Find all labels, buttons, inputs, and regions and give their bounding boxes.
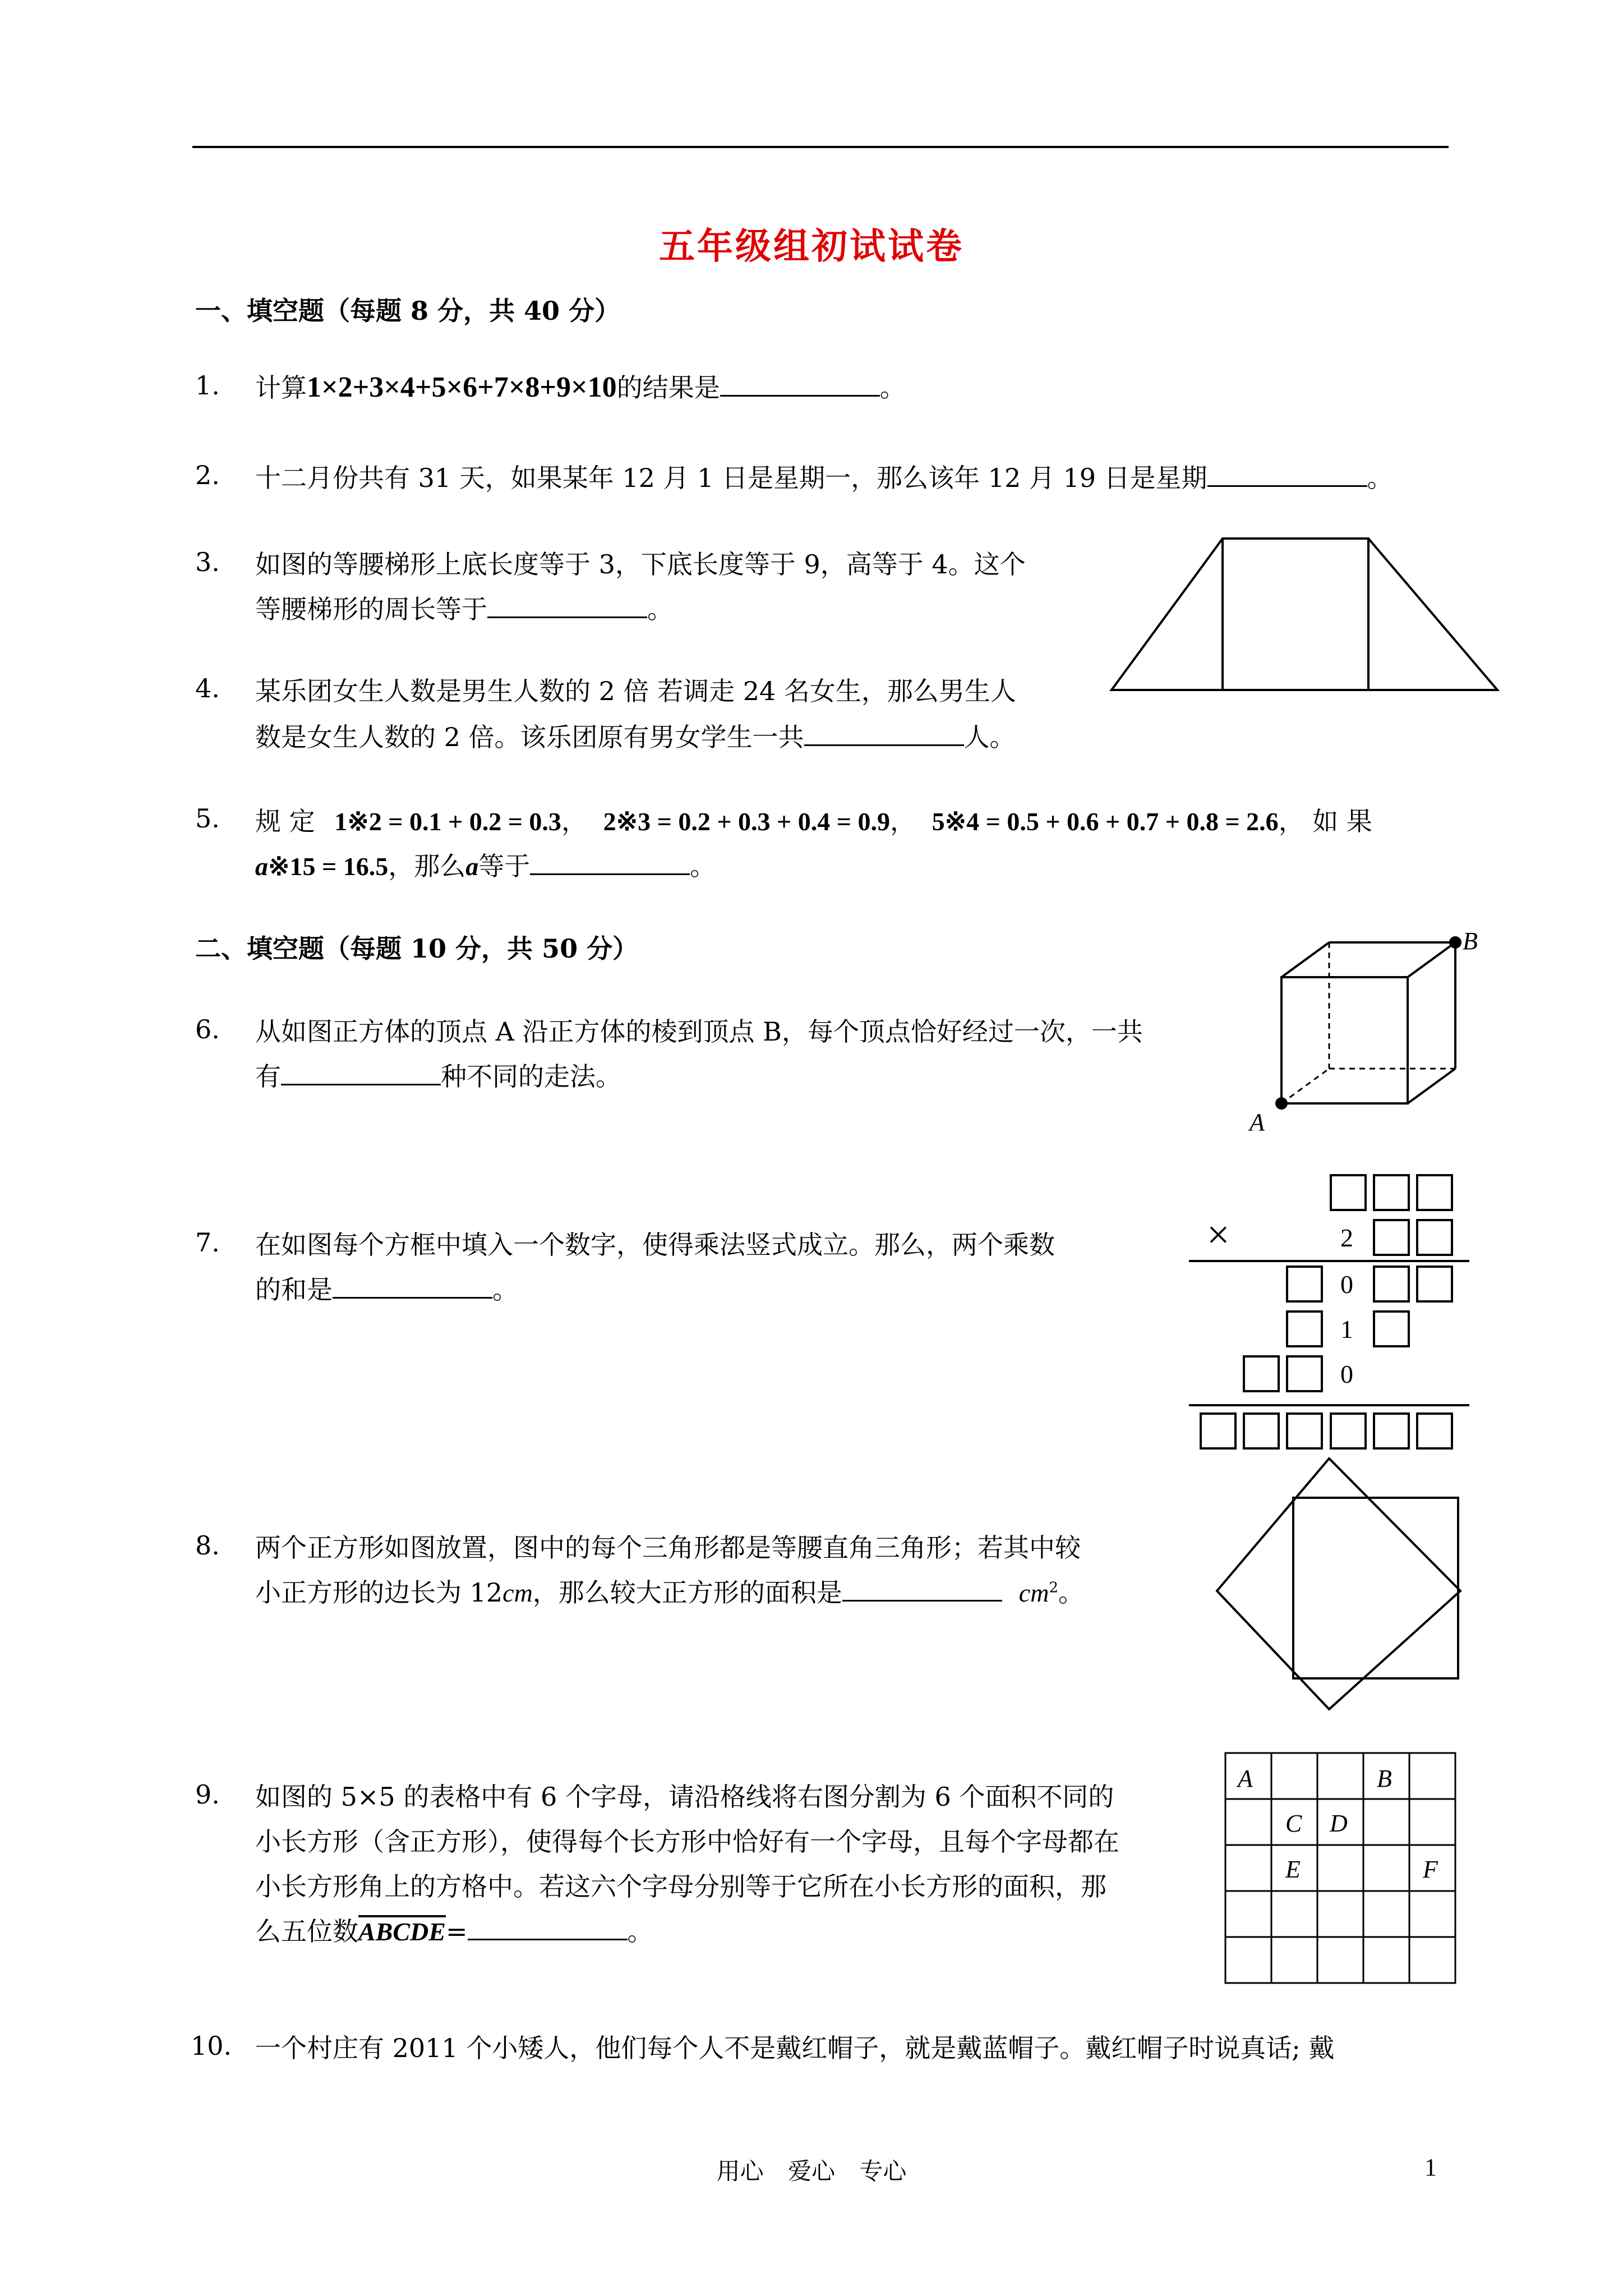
cube-hidden-edge [1281,1069,1329,1103]
question-3-line-2 [255,589,673,626]
digit-box[interactable] [1374,1175,1409,1210]
cube-figure [1239,926,1486,1150]
letter-grid-5x5 [1220,1747,1467,1994]
question-9-line-1: 如图的 5×5 的表格中有 6 个字母，请沿格线将右图分割为 6 个面积不同的 [255,1782,1114,1812]
unit-cm: cm [502,1579,533,1607]
digit-box[interactable] [1201,1414,1235,1448]
digit-box[interactable] [1287,1267,1322,1301]
digit-box[interactable] [1374,1220,1409,1255]
cube-edge [1408,942,1455,977]
vertex-a-dot [1275,1097,1288,1110]
cube-edge [1408,1069,1455,1103]
digit-box[interactable] [1417,1220,1452,1255]
grid-border [1225,1753,1455,1983]
question-6-prefix: 有 [255,1061,281,1092]
question-7-line-2 [255,1269,518,1306]
variable-a: a [465,852,479,881]
digit-box[interactable] [1287,1312,1322,1346]
question-7-line-1: 在如图每个方框中填入一个数字，使得乘法竖式成立。那么，两个乘数 [255,1230,1055,1260]
trapezoid-figure [1105,533,1509,696]
header-rule [192,146,1449,148]
question-5-line-1 [255,801,1372,838]
question-5-example-1: 1※2 = 0.1 + 0.2 = 0.3 [334,807,561,836]
question-8-prefix: 小正方形的边长为 12 [255,1577,503,1608]
answer-blank[interactable] [720,372,880,397]
question-8-body: ，那么较大正方形的面积是 [532,1577,842,1608]
question-6-line-1: 从如图正方体的顶点 A 沿正方体的棱到顶点 B，每个顶点恰好经过一次，一共 [255,1016,1143,1047]
question-5-example-2: 2※3 = 0.2 + 0.3 + 0.4 = 0.9 [603,807,890,836]
question-2-body: 十二月份共有 31 天，如果某年 12 月 1 日是星期一，那么该年 12 月 19 日是星期 [255,463,1207,493]
question-number: 8. [195,1530,220,1561]
question-9-line-3: 小长方形角上的方格中。若这六个字母分别等于它所在小长方形的面积，那 [255,1871,1106,1902]
vertex-b-dot [1449,936,1461,949]
question-1-text [255,367,906,404]
question-7-body: 的和是 [255,1274,333,1305]
given-digit: 1 [1340,1315,1353,1343]
answer-blank[interactable] [1207,463,1367,487]
two-squares-figure [1211,1453,1475,1717]
given-digit: 2 [1340,1223,1353,1252]
question-1-prefix: 计算 [255,372,307,403]
digit-box[interactable] [1287,1356,1322,1391]
answer-blank[interactable] [468,1916,628,1940]
digit-box[interactable] [1374,1267,1409,1301]
five-digit-number: ABCDE [358,1917,446,1946]
question-5-line-2 [255,846,716,883]
question-8-end: 。 [1058,1577,1084,1608]
digit-box[interactable] [1331,1175,1366,1210]
multiplication-puzzle [1172,1167,1486,1481]
question-5-condition: ※15 = 16.5 [268,852,389,881]
answer-blank[interactable] [842,1577,1002,1602]
digit-box[interactable] [1417,1267,1452,1301]
question-1-suffix: 的结果是 [616,372,720,403]
answer-blank[interactable] [804,722,964,746]
upright-square [1293,1498,1458,1678]
question-5-example-3: 5※4 = 0.5 + 0.6 + 0.7 + 0.8 = 2.6 [932,807,1279,836]
digit-box[interactable] [1417,1414,1452,1448]
section-heading-1: 一、填空题（每题 8 分，共 40 分） [195,296,621,326]
question-7-end: 。 [492,1274,518,1305]
given-digit: 0 [1340,1360,1353,1388]
vertex-b-label: B [1463,927,1478,955]
grid-letter-c: C [1285,1810,1302,1837]
question-number: 9. [195,1779,220,1810]
question-2-text [255,458,1393,495]
question-3-line-1: 如图的等腰梯形上底长度等于 3，下底长度等于 9，高等于 4。这个 [255,549,1026,579]
question-number: 2. [195,460,220,490]
digit-box[interactable] [1244,1356,1279,1391]
question-number: 7. [195,1227,220,1258]
question-4-body: 数是女生人数的 2 倍。该乐团原有男女学生一共 [255,722,804,752]
question-5-mid: ，那么 [388,851,466,881]
question-number: 4. [195,673,220,703]
question-9-line-2: 小长方形（含正方形），使得每个长方形中恰好有一个字母，且每个字母都在 [255,1826,1119,1857]
grid-letter-f: F [1423,1856,1438,1883]
question-3-end: 。 [647,594,673,624]
equals-sign: = [445,1916,468,1947]
section-heading-2: 二、填空题（每题 10 分，共 50 分） [195,933,639,964]
question-5-prefix: 规 定 [255,806,315,836]
answer-blank[interactable] [333,1274,492,1299]
question-number: 10. [191,2031,232,2061]
question-9-line-4 [255,1911,653,1948]
cube-edge [1281,942,1329,977]
question-1-expression: 1×2+3×4+5×6+7×8+9×10 [307,371,617,403]
question-3-body: 等腰梯形的周长等于 [255,594,487,624]
digit-box[interactable] [1287,1414,1322,1448]
tilted-square [1217,1458,1460,1709]
question-number: 1. [195,370,220,401]
question-9-end: 。 [627,1916,653,1947]
given-digit: 0 [1340,1270,1353,1299]
page-title: 五年级组初试试卷 [659,226,964,268]
digit-box[interactable] [1417,1175,1452,1210]
grid-letter-e: E [1285,1856,1301,1883]
question-4-line-2 [255,717,1016,754]
grid-letter-b: B [1377,1765,1392,1792]
separator: ， [561,806,587,836]
page-footer: 用心 爱心 专心 [716,2157,907,2185]
answer-blank[interactable] [487,594,647,618]
question-2-end: 。 [1367,463,1393,493]
unit-cm: cm [1018,1579,1049,1607]
question-1-end: 。 [879,372,906,403]
trapezoid-outline [1112,539,1497,690]
variable-a: a [255,852,268,881]
times-sign: × [1207,1212,1230,1257]
question-5-suffix: 等于 [478,851,531,881]
separator: ， [889,806,916,836]
question-number: 3. [195,547,220,577]
answer-blank[interactable] [281,1061,441,1085]
question-number: 6. [195,1014,220,1045]
unit-exponent: 2 [1049,1579,1058,1596]
digit-box[interactable] [1331,1414,1366,1448]
question-5-tail: ， 如 果 [1278,806,1372,836]
vertex-a-label: A [1249,1108,1265,1136]
question-10-line-1: 一个村庄有 2011 个小矮人，他们每个人不是戴红帽子，就是戴蓝帽子。戴红帽子时说真话; 戴 [255,2033,1335,2063]
question-6-suffix: 种不同的走法。 [441,1061,621,1092]
grid-letter-a: A [1238,1765,1253,1792]
question-6-line-2 [255,1056,621,1093]
answer-blank[interactable] [530,851,690,875]
question-8-line-1: 两个正方形如图放置，图中的每个三角形都是等腰直角三角形；若其中较 [255,1533,1081,1563]
grid-letter-d: D [1330,1810,1348,1837]
digit-box[interactable] [1374,1414,1409,1448]
question-4-end: 人。 [963,722,1016,752]
question-number: 5. [195,803,220,834]
question-8-line-2 [255,1572,1084,1609]
digit-box[interactable] [1244,1414,1279,1448]
cube-front-face [1281,977,1408,1103]
question-5-end: 。 [690,851,716,881]
digit-box[interactable] [1374,1312,1409,1346]
question-4-line-1: 某乐团女生人数是男生人数的 2 倍 若调走 24 名女生，那么男生人 [255,676,1016,706]
question-9-prefix: 么五位数 [255,1916,358,1947]
page-number: 1 [1424,2154,1437,2181]
